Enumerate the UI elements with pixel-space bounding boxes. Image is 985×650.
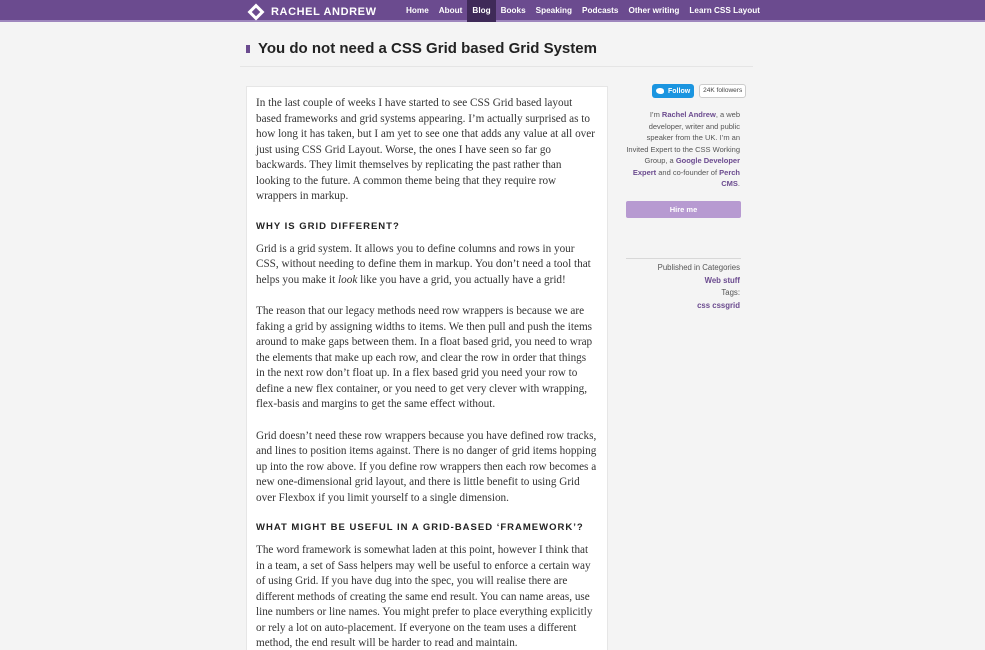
nav-home[interactable]: Home bbox=[406, 6, 429, 15]
article-paragraph: The word framework is somewhat laden at this point, however I think that in a team, a set of Sass helpers may well be useful to enforce a certain way of using Grid. If you have dug into the spec, you will realise there are different methods of creating the same end result. You can name areas, use line numbers or line names. You might prefer to place everything explicitly or rely a lot on auto-placement. If everyone on the team uses a different method, the end result will be harder to read and maintain. bbox=[256, 544, 593, 649]
article-paragraph: In the last couple of weeks I have started to see CSS Grid based layout based frameworks and grid systems appearing. I’m actually surprised as to how long it has taken, but I am yet to see one that adds any value at all over just using CSS Grid Layout. Worse, the ones I have seen so far go backwards. They limit themselves by replicating the past rather than looking to the future. A common theme being that they require row wrappers in markup. bbox=[256, 97, 595, 202]
author-bio: I’m Rachel Andrew, a web developer, writer and public speaker from the UK. I’m an Invited Expert to the CSS Working Group, a Google Developer Expert and co-founder of Perch CMS. bbox=[626, 110, 740, 188]
nav-blog[interactable]: Blog bbox=[467, 0, 495, 22]
brand[interactable] bbox=[250, 3, 377, 20]
nav-other-writing[interactable]: Other writing bbox=[628, 6, 680, 15]
google-developer-expert-link[interactable]: Google Developer Expert bbox=[632, 156, 740, 177]
nav-speaking[interactable]: Speaking bbox=[535, 6, 573, 15]
meta-divider bbox=[626, 258, 741, 259]
nav-books[interactable]: Books bbox=[500, 6, 526, 15]
site-header bbox=[0, 0, 985, 22]
emphasis: look bbox=[338, 273, 358, 286]
diamond-logo-icon bbox=[248, 3, 265, 20]
post-meta bbox=[626, 262, 740, 312]
author-name-link[interactable]: Rachel Andrew bbox=[661, 110, 716, 119]
twitter-bird-icon bbox=[656, 88, 664, 94]
title-divider bbox=[240, 66, 753, 67]
perch-cms-link[interactable]: Perch CMS bbox=[719, 167, 740, 188]
page-title: You do not need a CSS Grid based Grid System bbox=[258, 40, 597, 57]
twitter-follow-button[interactable]: Follow bbox=[652, 84, 694, 98]
follower-count: 24K followers bbox=[699, 84, 746, 98]
nav-about[interactable]: About bbox=[438, 6, 463, 15]
title-marker bbox=[246, 45, 250, 53]
section-heading: WHAT MIGHT BE USEFUL IN A GRID-BASED ‘FRAMEWORK’? bbox=[256, 522, 584, 533]
brand-name[interactable]: RACHEL ANDREW bbox=[271, 5, 377, 18]
article-paragraph: Grid is a grid system. It allows you to define columns and rows in your CSS, without needing to define them in markup. You don’t need a tool that helps you make it look like you have a grid, you actually have a grid! bbox=[256, 242, 591, 286]
section-heading: WHY IS GRID DIFFERENT? bbox=[256, 220, 400, 232]
article-paragraph: Grid doesn’t need these row wrappers because you have defined row tracks, and lines to position items against. There is no danger of grid items hopping up into the row above. If you define row wrappers then each row becomes a new one-dimensional grid layout, and there is little benefit to using Grid over Flexbox if you limit yourself to a single dimension. bbox=[256, 429, 597, 504]
tags-label: Tags: bbox=[721, 288, 740, 297]
main-nav bbox=[401, 0, 765, 22]
nav-learn-css-layout[interactable]: Learn CSS Layout bbox=[689, 6, 760, 15]
twitter-follow bbox=[652, 84, 746, 98]
category-link[interactable]: Web stuff bbox=[704, 275, 740, 285]
hire-me-button[interactable]: Hire me bbox=[626, 201, 741, 218]
article-body bbox=[246, 86, 608, 650]
published-label: Published in Categories bbox=[657, 263, 740, 272]
nav-podcasts[interactable]: Podcasts bbox=[582, 6, 619, 15]
article-paragraph: The reason that our legacy methods need row wrappers is because we are faking a grid by assigning widths to items. We then pull and push the items around to make gaps between them. In a float based grid, you need to wrap the elements that make up each row, and clear the row in order that things in the next row don’t float up. In a flex based grid you need your row to define a new flex container, or you need to get very clever with wrapping, flex-basis and margins to get the same effect without. bbox=[256, 305, 593, 410]
tags-link[interactable]: css cssgrid bbox=[697, 300, 740, 310]
